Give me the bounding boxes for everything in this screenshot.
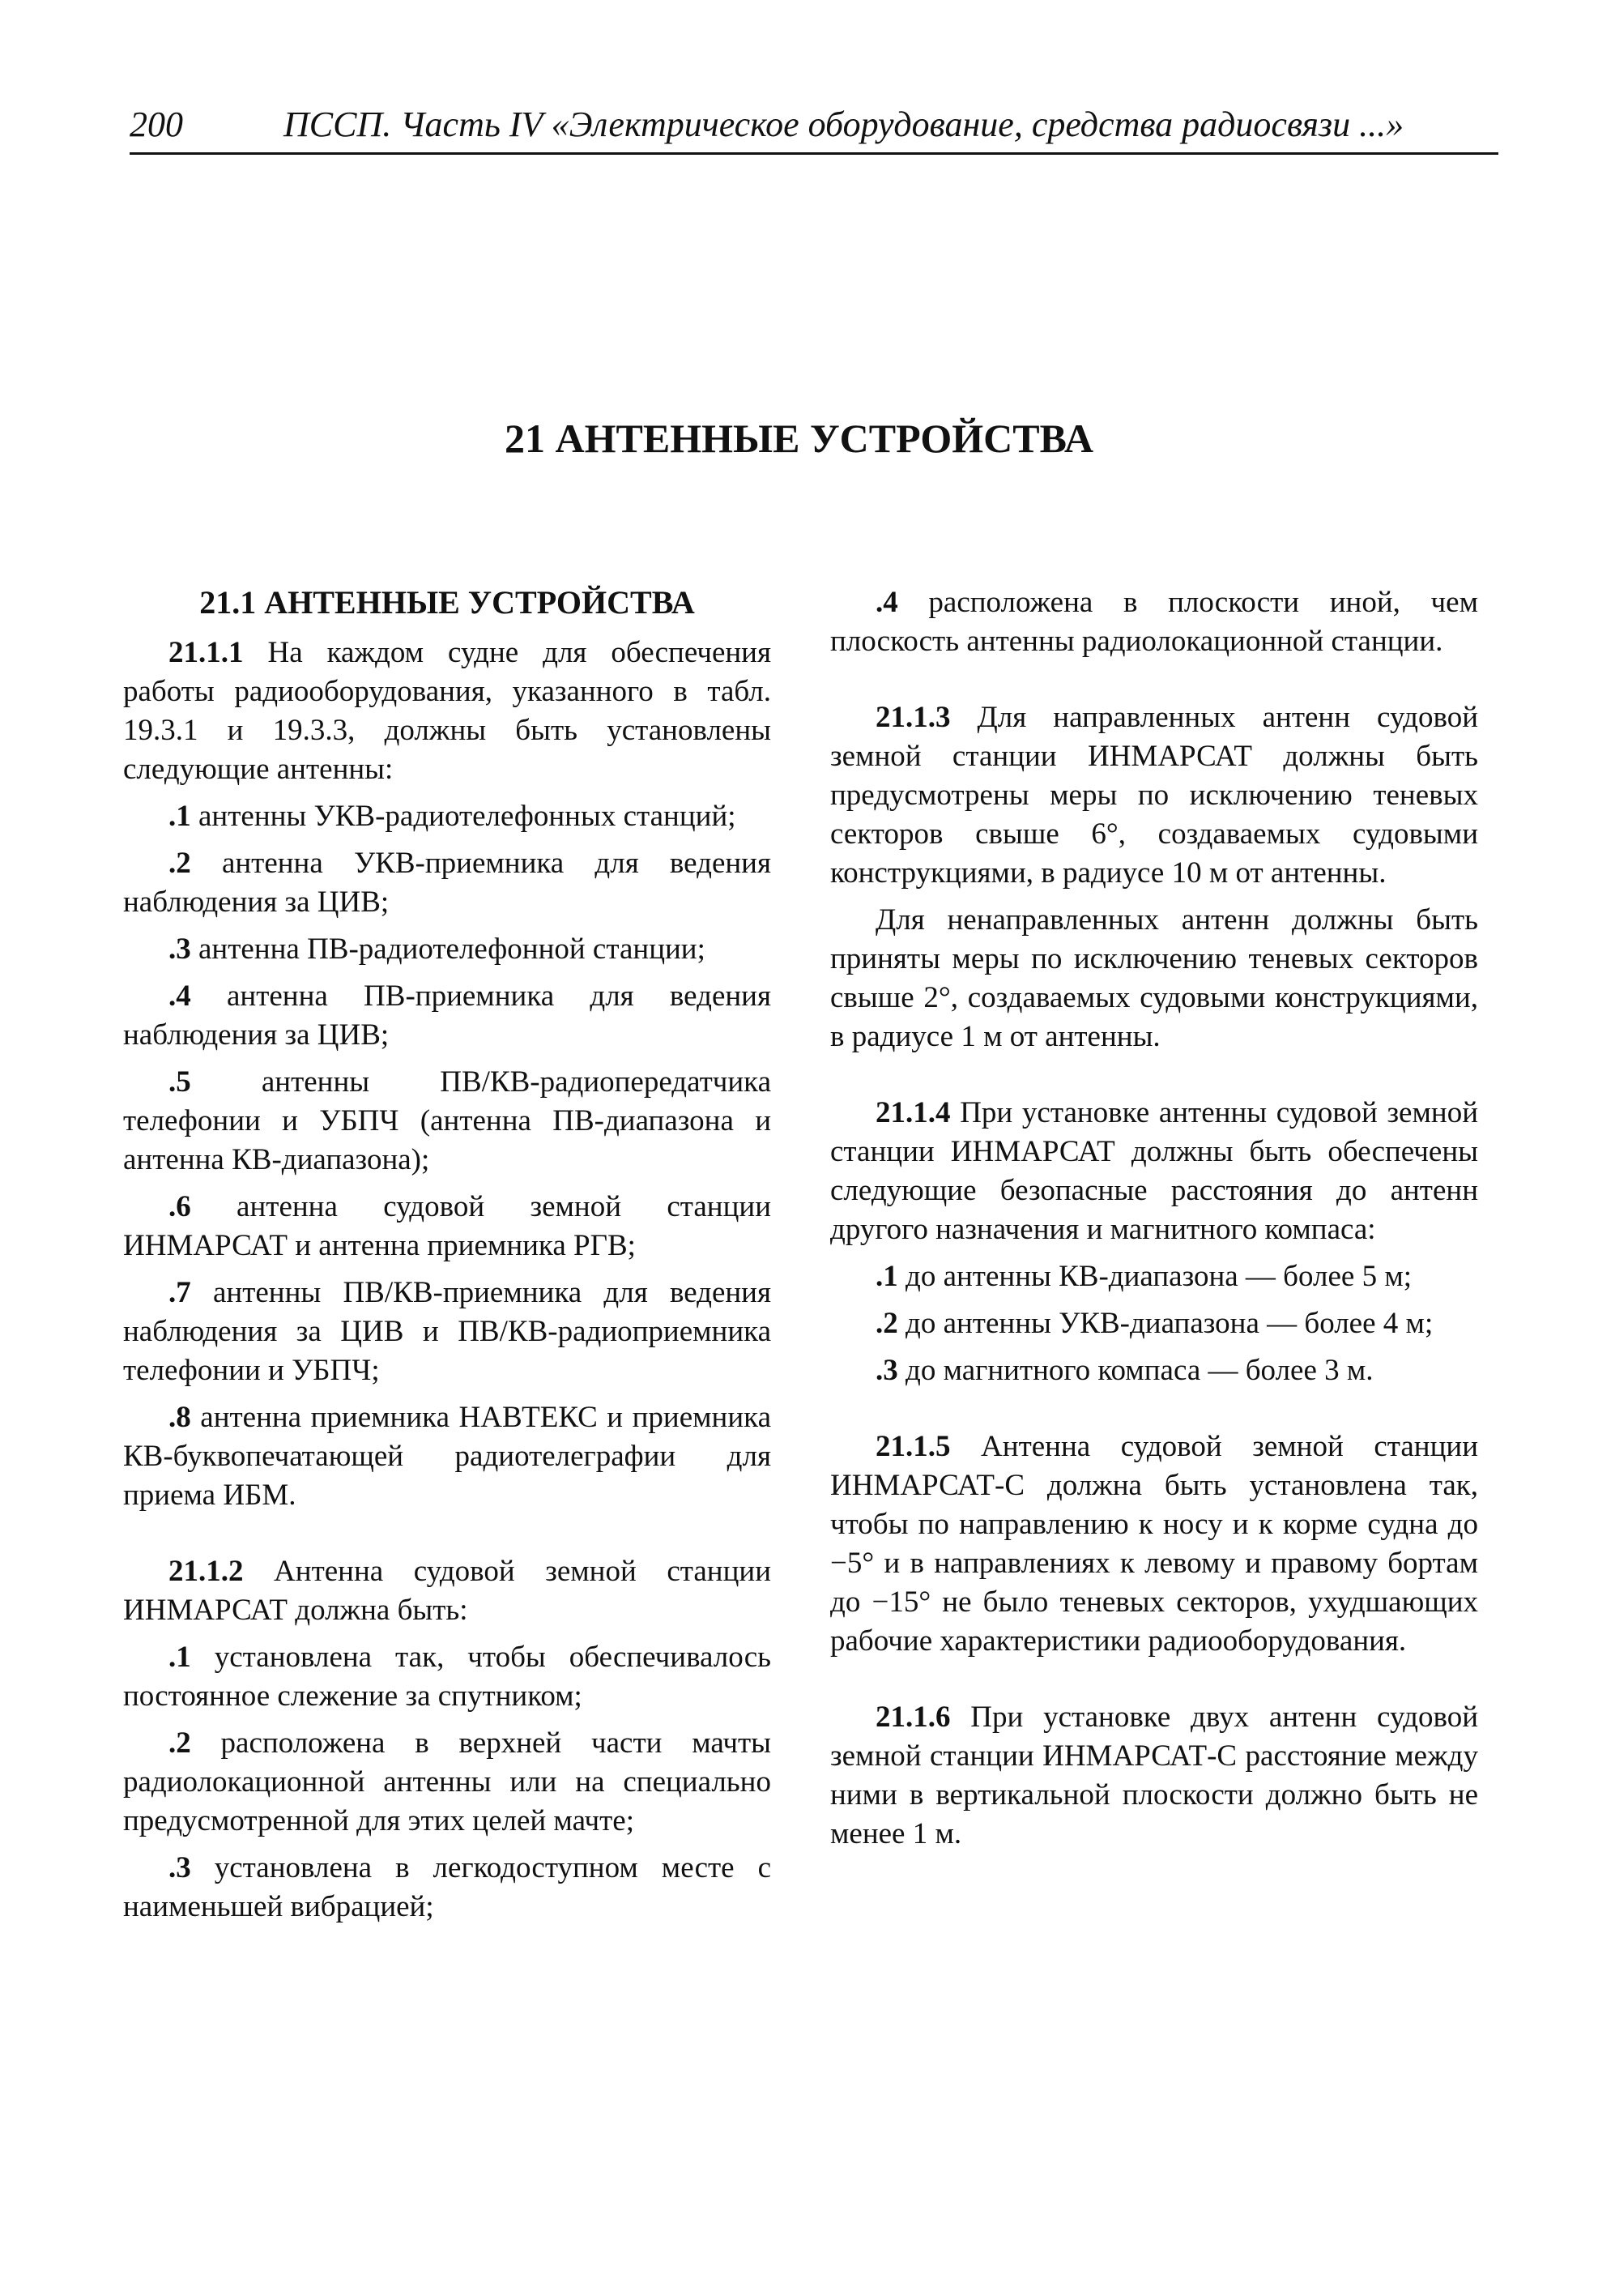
item-number: .3: [876, 1354, 898, 1387]
clause-text: При установке двух антенн судовой земной станции ИНМАРСАТ-С расстояние между ними в вертикальной плоскости должно быть не менее 1 м.: [830, 1701, 1478, 1850]
item-number: .1: [168, 800, 191, 833]
chapter-title: 21 АНТЕННЫЕ УСТРОЙСТВА: [505, 416, 1093, 461]
page-number: 200: [130, 105, 183, 144]
item-text: антенна УКВ-приемника для ведения наблюдения за ЦИВ;: [123, 847, 771, 919]
list-item: [123, 1188, 771, 1265]
clause-number: 21.1.4: [876, 1096, 951, 1129]
left-column: [123, 583, 771, 1935]
list-item: [123, 977, 771, 1055]
clause-number: 21.1.1: [168, 636, 244, 669]
list-item: [123, 1274, 771, 1390]
item-text: антенна приемника НАВТЕКС и приемника КВ-буквопечатающей радиотелеграфии для приема ИБМ.: [123, 1401, 771, 1512]
paragraph-21-1-6: [830, 1698, 1478, 1854]
paragraph-21-1-5: [830, 1428, 1478, 1661]
item-number: .2: [168, 847, 191, 880]
item-text: до магнитного компаса — более 3 м.: [897, 1354, 1374, 1387]
item-number: .1: [876, 1260, 898, 1293]
list-item: [123, 1724, 771, 1841]
list-item: [830, 1351, 1478, 1390]
clause-number: 21.1.3: [876, 701, 951, 734]
item-text: до антенны КВ-диапазона — более 5 м;: [897, 1260, 1413, 1293]
list-item: [123, 844, 771, 922]
list-item: [123, 797, 771, 836]
list-item: [123, 1638, 771, 1716]
paragraph-21-1-4: [830, 1094, 1478, 1249]
paragraph-21-1-3-continued: Для ненаправленных антенн должны быть приняты меры по исключению теневых секторов свыше 2°, создаваемых судовыми конструкциями, в радиусе 1 м от антенны.: [830, 903, 1478, 1053]
clause-number: 21.1.5: [876, 1430, 951, 1463]
item-text: установлена так, чтобы обеспечивалось постоянное слежение за спутником;: [123, 1641, 771, 1713]
clause-text: Антенна судовой земной станции ИНМАРСАТ должна быть:: [123, 1555, 771, 1627]
item-text: установлена в легкодоступном месте с наименьшей вибрацией;: [123, 1851, 771, 1923]
list-item: [830, 1304, 1478, 1343]
clause-text: Для направленных антенн судовой земной станции ИНМАРСАТ должны быть предусмотрены меры по исключению теневых секторов свыше 6°, создаваемых судовыми конструкциями, в радиусе 10 м от антенны.: [830, 701, 1478, 890]
item-number: .2: [876, 1307, 898, 1340]
item-text: расположена в плоскости иной, чем плоскость антенны радиолокационной станции.: [830, 586, 1478, 658]
item-number: .3: [168, 1851, 191, 1884]
clause-number: 21.1.2: [168, 1555, 244, 1588]
item-number: .4: [876, 586, 898, 619]
section-title: 21.1 АНТЕННЫЕ УСТРОЙСТВА: [199, 584, 695, 621]
paragraph-21-1-2: [123, 1552, 771, 1630]
item-text: антенна судовой земной станции ИНМАРСАТ и антенна приемника РГВ;: [123, 1190, 771, 1262]
item-text: антенны ПВ/КВ-радиопередатчика телефонии и УБПЧ (антенна ПВ-диапазона и антенна КВ-диапазона);: [123, 1065, 771, 1176]
running-title: ПССП. Часть IV «Электрическое оборудование, средства радиосвязи ...»: [283, 105, 1404, 144]
list-item: [123, 1063, 771, 1180]
item-number: .1: [168, 1641, 191, 1674]
item-text: антенны УКВ-радиотелефонных станций;: [190, 800, 736, 833]
list-item: [830, 1257, 1478, 1296]
list-item: [123, 1849, 771, 1927]
item-text: до антенны УКВ-диапазона — более 4 м;: [897, 1307, 1434, 1340]
item-number: .6: [168, 1190, 191, 1223]
item-text: антенна ПВ-радиотелефонной станции;: [190, 932, 705, 966]
clause-number: 21.1.6: [876, 1701, 951, 1734]
item-text: антенны ПВ/КВ-приемника для ведения наблюдения за ЦИВ и ПВ/КВ-радиоприемника телефонии и УБПЧ;: [123, 1276, 771, 1387]
paragraph-21-1-1: [123, 634, 771, 789]
page-header: [130, 104, 1498, 155]
clause-text: При установке антенны судовой земной станции ИНМАРСАТ должны быть обеспечены следующие безопасные расстояния до антенн другого назначения и магнитного компаса:: [830, 1096, 1478, 1246]
item-number: .8: [168, 1401, 191, 1434]
item-text: расположена в верхней части мачты радиолокационной антенны или на специально предусмотренной для этих целей мачте;: [123, 1726, 771, 1837]
item-number: .4: [168, 979, 191, 1013]
item-number: .5: [168, 1065, 191, 1099]
list-item: [123, 930, 771, 969]
item-text: антенна ПВ-приемника для ведения наблюдения за ЦИВ;: [123, 979, 771, 1052]
item-number: .7: [168, 1276, 191, 1309]
clause-text: Антенна судовой земной станции ИНМАРСАТ-С должна быть установлена так, чтобы по направлению к носу и к корме судна до −5° и в направлениях к левому и правому бортам до −15° не было теневых секторов, ухудшающих рабочие характеристики радиооборудования.: [830, 1430, 1478, 1658]
item-number: .2: [168, 1726, 191, 1760]
list-item: [830, 583, 1478, 661]
item-number: .3: [168, 932, 191, 966]
list-item: [123, 1398, 771, 1515]
clause-text: На каждом судне для обеспечения работы радиооборудования, указанного в табл. 19.3.1 и 19.3.3, должны быть установлены следующие антенны:: [123, 636, 771, 786]
paragraph-21-1-3: [830, 698, 1478, 893]
right-column: [830, 583, 1478, 1862]
